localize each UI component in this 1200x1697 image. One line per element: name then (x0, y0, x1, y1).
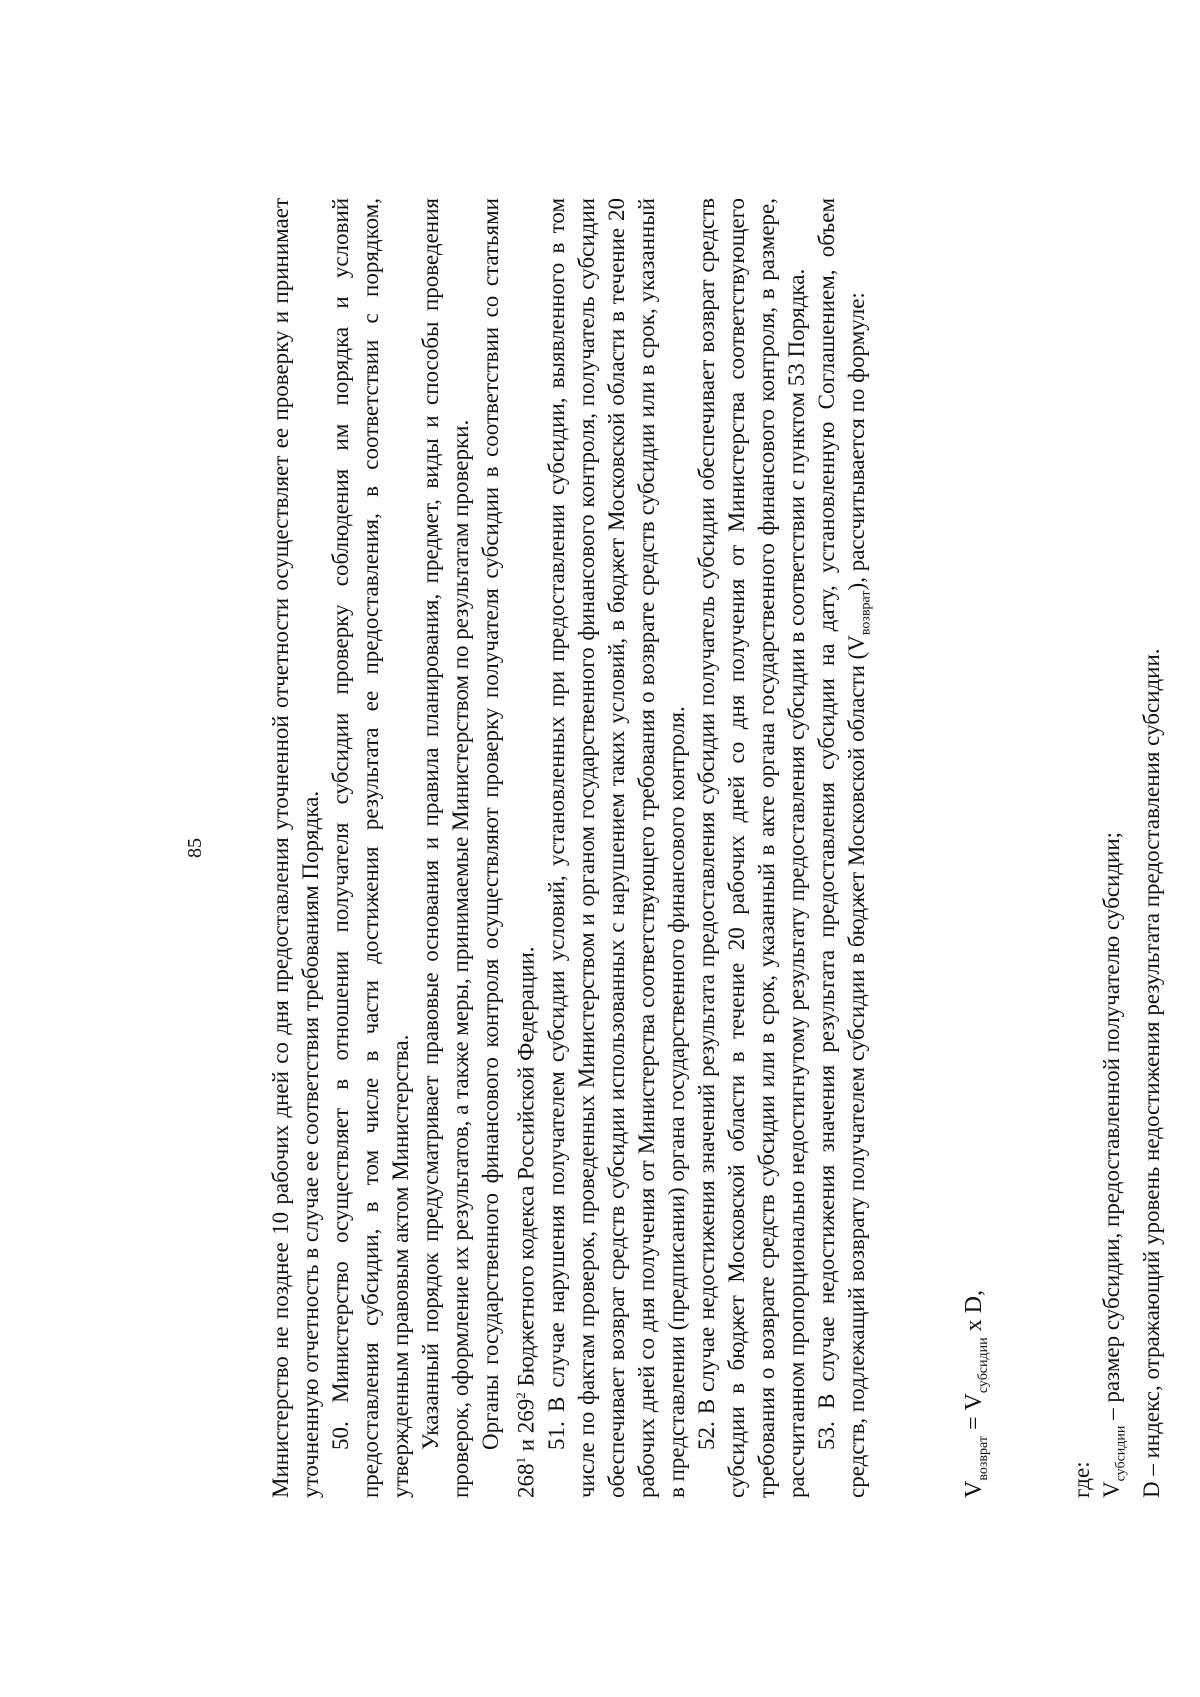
paragraph-1: Министерство не позднее 10 рабочих дней со дня предоставления уточненной отчетности осуществляет ее проверку и принимает уточненную отчетность в случае ее соответствия требованиям Порядка. (268, 198, 323, 1498)
p7-text-a: 53. В случае недостижения значения результата предоставления субсидии на дату, установленную Соглашением, объем средств, подлежащий возврату получателем субсидии в бюджет Московской области (V (813, 198, 869, 1498)
formula-rest: x D, (961, 1290, 988, 1338)
paragraph-order-description: Указанный порядок предусматривает правовые основания и правила планирования, предмет, виды и способы проведения проверок, оформление их результатов, а также меры, принимаемые Министерством по результатам проверки. (418, 198, 473, 1498)
formula-v1: V (961, 1480, 988, 1498)
paragraph-53 (812, 198, 882, 1498)
legend-v-desc: – размер субсидии, предоставленной получателю субсидии; (1099, 831, 1125, 1426)
paragraph-51: 51. В случае нарушения получателем субсидии условий, установленных при предоставлении субсидии, выявленного в том числе по фактам проверок, проведенных Министерством и органом государственного финансового контроля, получатель субсидии обеспечивает возврат средств субсидии использованных с нарушением таких условий, в бюджет Московской области в течение 20 рабочих дней со дня получения от Министерства соответствующего требования о возврате средств субсидии или в срок, указанный в представлении (предписании) органа государственного финансового контроля. (543, 198, 689, 1498)
legend-v-sub: субсидии (1113, 1425, 1129, 1482)
formula-equals: = V (961, 1393, 988, 1437)
legend-v (1097, 198, 1137, 1498)
document-body (266, 198, 1167, 1498)
p4-text-b: и 269 (513, 1398, 539, 1457)
p7-subscript: возврат (858, 590, 874, 636)
rotated-page (180, 128, 1164, 1568)
paragraph-50: 50. Министерство осуществляет в отношении получателя субсидии проверку соблюдения им порядка и условий предоставления субсидии, в том числе в части достижения результата ее предоставления, в соответствии с порядком, утвержденным правовым актом Министерства. (328, 198, 413, 1498)
p7-text-b: ), рассчитывается по формуле: (843, 292, 869, 591)
p4-text-a: Органы государственного финансового контроля осуществляют проверку получателя субсидии в соответствии со статьями 268 (478, 198, 539, 1498)
page-number: 85 (184, 838, 206, 858)
legend-d: D – индекс, отражающий уровень недостижения результата предоставления субсидии. (1138, 648, 1164, 1498)
document (180, 198, 1164, 1498)
paragraph-52: 52. В случае недостижения значений результата предоставления субсидии получатель субсидии обеспечивает возврат средств субсидии в бюджет Московской области в течение 20 рабочих дней со дня получения от Министерства соответствующего требования о возврате средств субсидии или в срок, указанный в акте органа государственного финансового контроля, в размере, рассчитанном пропорционально недостигнутому результату предоставления субсидии в соответствии с пунктом 53 Порядка. (693, 198, 809, 1498)
paragraph-financial-control (476, 198, 542, 1498)
superscript-1: 1 (513, 1457, 528, 1464)
legend-where: где: (1069, 1461, 1095, 1498)
legend-v-symbol: V (1099, 1481, 1125, 1498)
formula-sub-return: возврат (976, 1436, 992, 1481)
formula-sub-subsidy: субсидии (976, 1337, 992, 1394)
formula (959, 198, 999, 1498)
superscript-2: 2 (513, 1392, 528, 1399)
p4-text-c: Бюджетного кодекса Российской Федерации. (513, 946, 539, 1393)
